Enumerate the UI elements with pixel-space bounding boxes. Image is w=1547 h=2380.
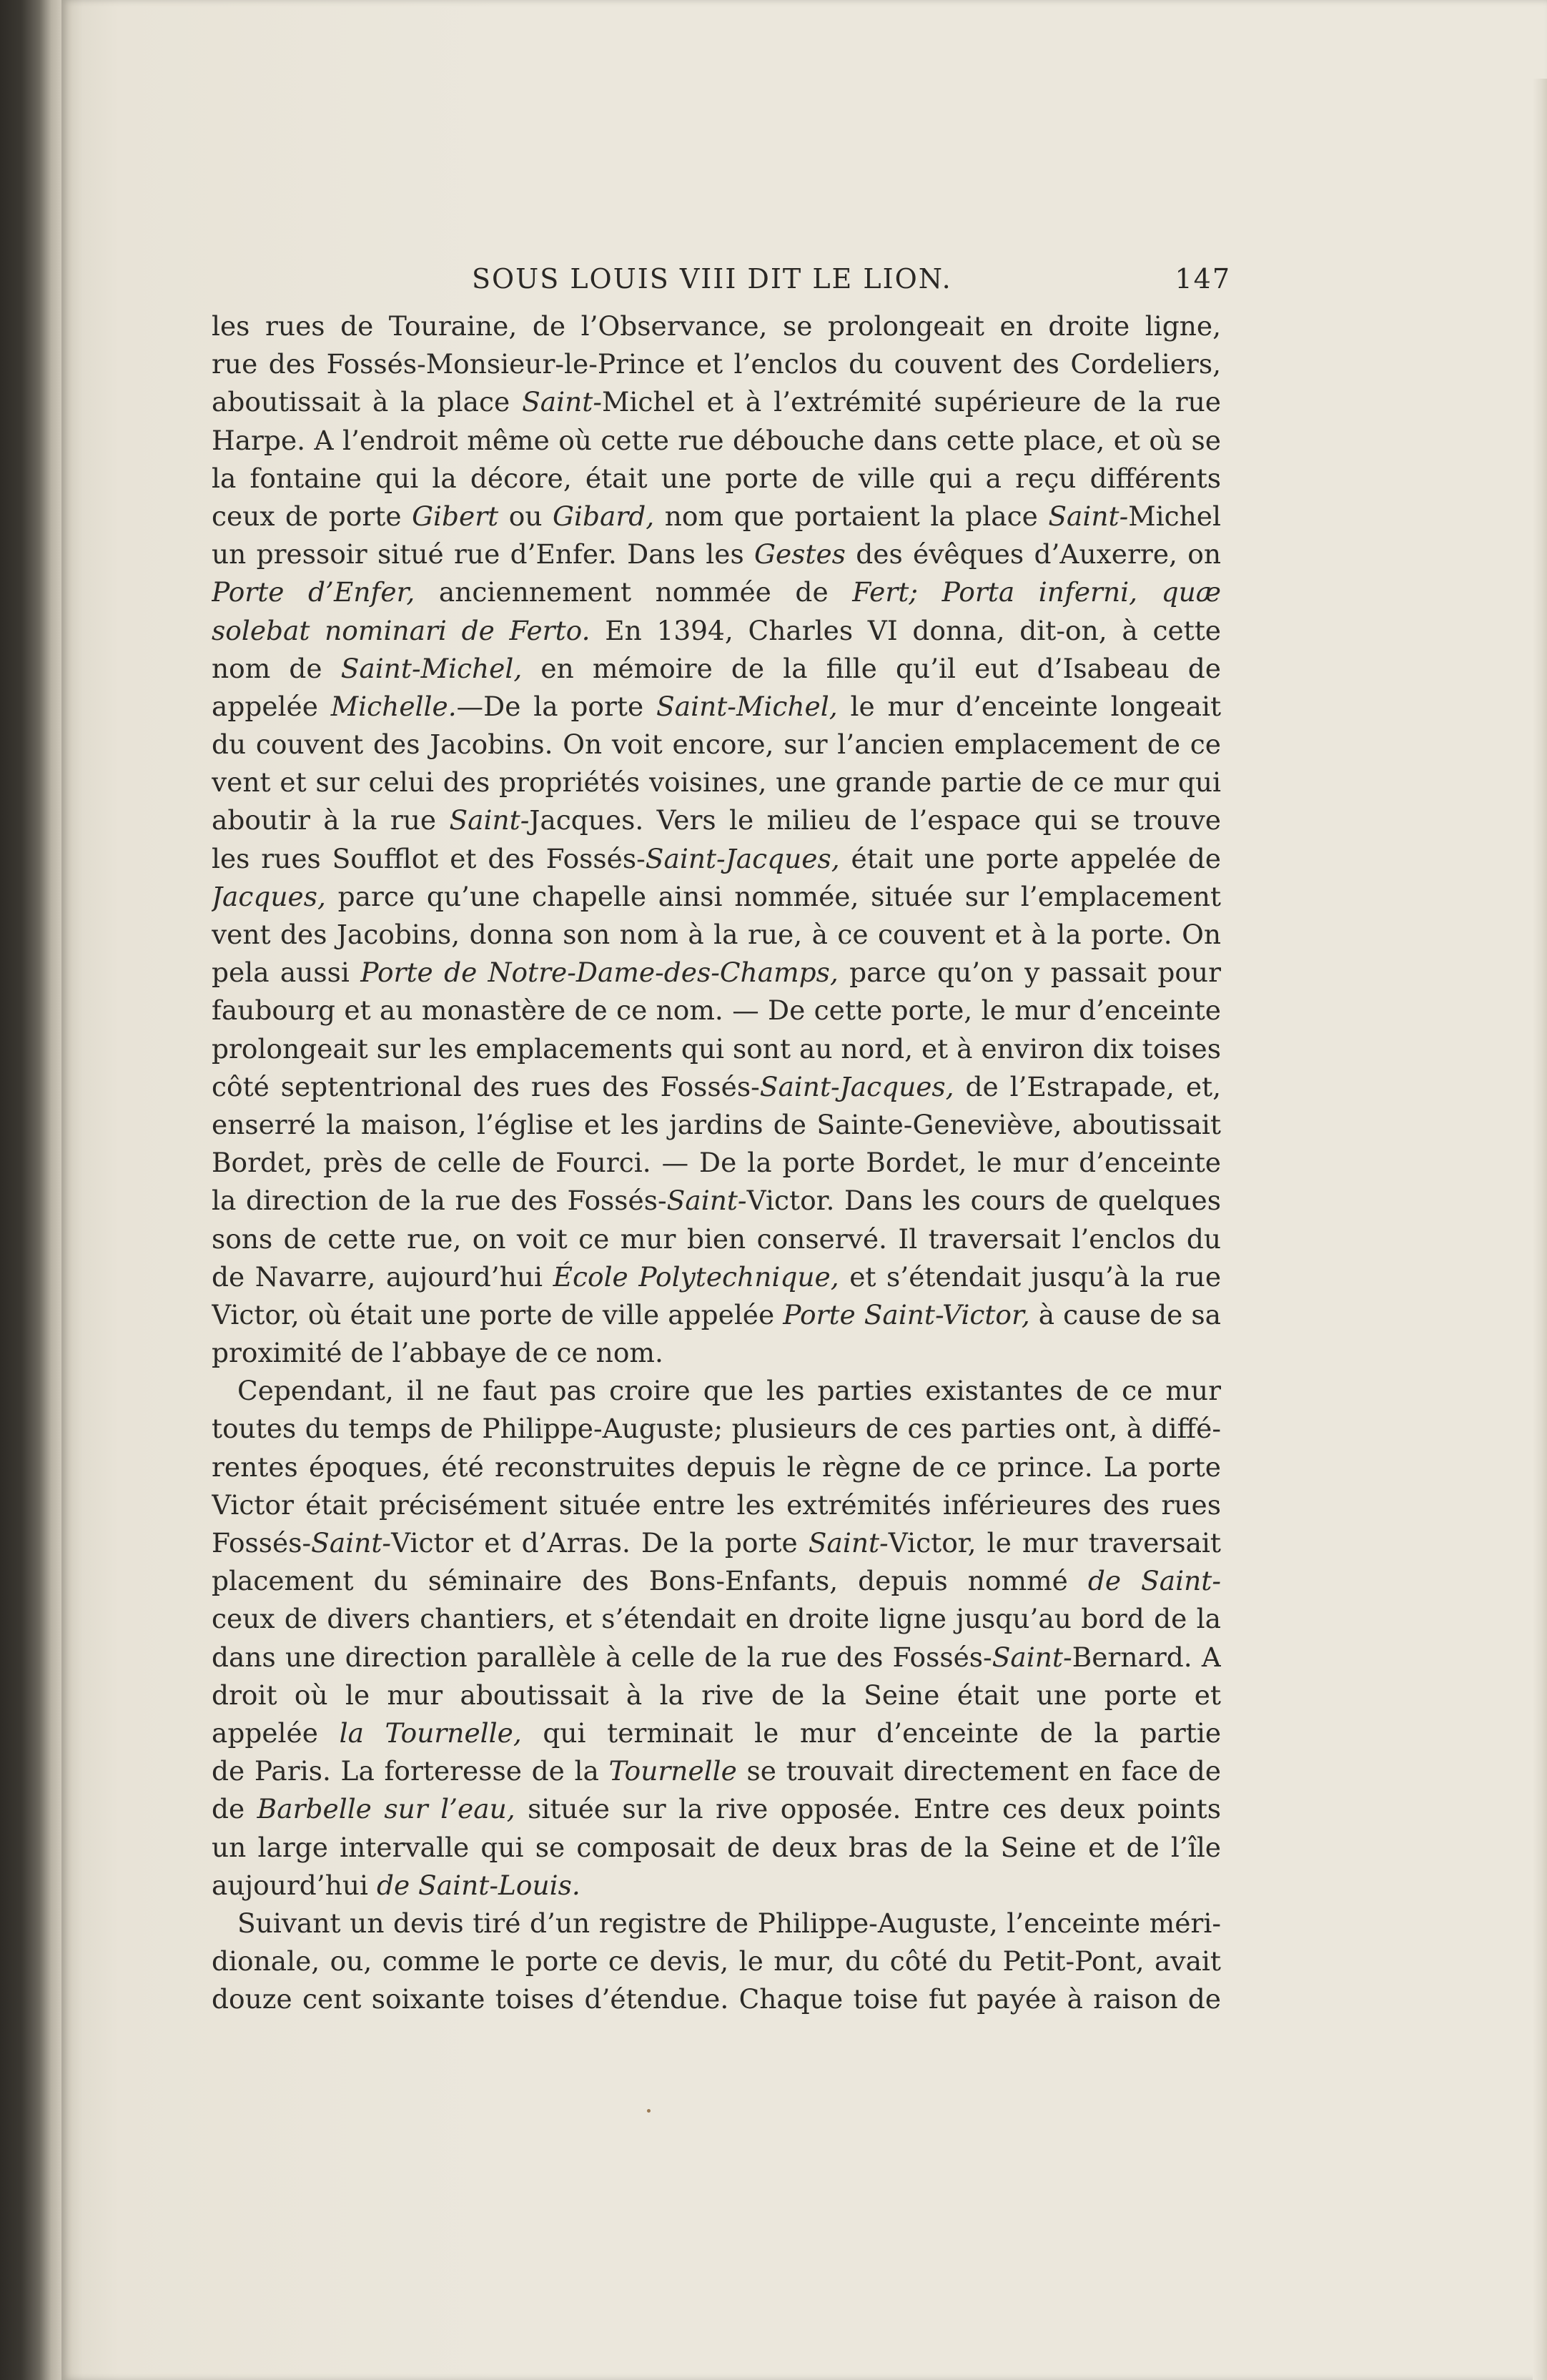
italic-phrase: Fert; <box>852 576 919 608</box>
text-line: proximité de l’abbaye de ce nom. <box>212 1337 663 1369</box>
text-line: placement du séminaire des Bons-Enfants, depuis nommé de Saint- <box>212 1562 1221 1600</box>
text-line: aboutir à la rue Saint-Jacques. Vers le milieu de l’espace qui se trouve <box>212 804 1221 836</box>
text-line: de Barbelle sur l’eau, située sur la rive opposée. Entre ces deux points <box>212 1793 1221 1825</box>
italic-phrase: Gestes <box>754 538 846 571</box>
text-line: rue des Fossés-Monsieur-le-Prince et l’enclos du couvent des Cordeliers, <box>212 348 1221 380</box>
italic-phrase: Saint- <box>759 1070 840 1102</box>
running-title: SOUS LOUIS VIII DIT LE LION. <box>472 263 952 295</box>
paper-speck <box>647 2109 651 2113</box>
text-line: Porte d’Enfer, anciennement nommée de Fert; Porta inferni, quæ <box>212 573 1221 611</box>
italic-phrase: la Tournelle, <box>339 1717 522 1749</box>
italic-phrase: Saint- <box>992 1641 1072 1673</box>
text-line: ceux de porte Gibert ou Gibard, nom que portaient la place Saint-Michel <box>212 500 1221 532</box>
italic-phrase: Michelle. <box>330 690 457 722</box>
text-line: appelée Michelle.—De la porte Saint-Michel, le mur d’enceinte longeait <box>212 690 1221 722</box>
text-line: dionale, ou, comme le porte ce devis, le mur, du côté du Petit-Pont, avait <box>212 1945 1221 1977</box>
italic-phrase: solebat nominari de Ferto. <box>212 614 590 646</box>
text-line: Suivant un devis tiré d’un registre de Philippe-Auguste, l’enceinte méri- <box>237 1907 1221 1939</box>
text-line: Jacques, parce qu’une chapelle ainsi nommée, située sur l’emplacement <box>212 880 1221 912</box>
text-line: de Paris. La forteresse de la Tournelle se trouvait directement en face de <box>212 1755 1221 1787</box>
text-line: droit où le mur aboutissait à la rive de la Seine était une porte et <box>212 1679 1221 1711</box>
text-line: Victor, où était une porte de ville appelée Porte Saint-Victor, à cause de sa <box>212 1298 1221 1330</box>
italic-phrase: Porte de Notre-Dame-des-Champs, <box>360 957 839 989</box>
text-line: de Navarre, aujourd’hui École Polytechnique, et s’étendait jusqu’à la rue <box>212 1260 1221 1293</box>
italic-phrase: Porta inferni, quæ <box>941 576 1221 608</box>
text-line: enserré la maison, l’église et les jardins de Sainte-Geneviève, aboutissait <box>212 1108 1221 1140</box>
page-number: 147 <box>1175 263 1231 295</box>
text-line: Cependant, il ne faut pas croire que les parties existantes de ce mur <box>237 1375 1221 1407</box>
italic-phrase: Saint- <box>808 1527 889 1559</box>
italic-phrase: de Saint- <box>1087 1565 1221 1597</box>
text-line: Victor était précisément située entre les extrémités inférieures des rues <box>212 1488 1221 1521</box>
italic-phrase: Tournelle <box>608 1755 737 1787</box>
italic-phrase: Saint- <box>666 1185 747 1217</box>
text-line: vent et sur celui des propriétés voisines, une grande partie de ce mur qui <box>212 766 1221 799</box>
italic-phrase: Saint-Michel, <box>656 690 838 722</box>
text-line: rentes époques, été reconstruites depuis le règne de ce prince. La porte <box>212 1451 1221 1483</box>
italic-phrase: Saint- <box>449 804 530 836</box>
italic-phrase: Jacques, <box>725 842 840 874</box>
italic-phrase: Saint- <box>645 842 726 874</box>
text-line: solebat nominari de Ferto. En 1394, Charles VI donna, dit-on, à cette <box>212 614 1221 646</box>
italic-phrase: Saint- <box>522 386 603 418</box>
text-line: la fontaine qui la décore, était une porte de ville qui a reçu différents <box>212 462 1221 494</box>
body-text <box>212 307 1221 2018</box>
text-line: sons de cette rue, on voit ce mur bien conservé. Il traversait l’enclos du <box>212 1223 1221 1255</box>
text-line: un large intervalle qui se composait de deux bras de la Seine et de l’île <box>212 1831 1221 1863</box>
italic-phrase: Porte d’Enfer, <box>212 576 415 608</box>
text-line: douze cent soixante toises d’étendue. Chaque toise fut payée à raison de <box>212 1983 1221 2015</box>
italic-phrase: Saint- <box>311 1527 392 1559</box>
text-line: ceux de divers chantiers, et s’étendait en droite ligne jusqu’au bord de la <box>212 1603 1221 1635</box>
text-line: aujourd’hui de Saint-Louis. <box>212 1869 580 1901</box>
italic-phrase: Porte Saint-Victor, <box>783 1298 1030 1330</box>
text-line: Harpe. A l’endroit même où cette rue débouche dans cette place, et où se <box>212 424 1221 456</box>
italic-phrase: de Saint-Louis. <box>376 1869 580 1901</box>
text-line: nom de Saint-Michel, en mémoire de la fille qu’il eut d’Isabeau de <box>212 652 1221 684</box>
text-line: pela aussi Porte de Notre-Dame-des-Champs, parce qu’on y passait pour <box>212 957 1221 989</box>
text-line: Bordet, près de celle de Fourci. — De la porte Bordet, le mur d’enceinte <box>212 1147 1221 1179</box>
text-line: côté septentrional des rues des Fossés-Saint-Jacques, de l’Estrapade, et, <box>212 1070 1221 1102</box>
text-line: du couvent des Jacobins. On voit encore, sur l’ancien emplacement de ce <box>212 729 1221 761</box>
text-line: prolongeait sur les emplacements qui sont au nord, et à environ dix toises <box>212 1032 1221 1065</box>
italic-phrase: Barbelle sur l’eau, <box>257 1793 515 1825</box>
text-line: les rues de Touraine, de l’Observance, se prolongeait en droite ligne, <box>212 310 1221 342</box>
italic-phrase: Jacques, <box>839 1070 954 1102</box>
text-line: faubourg et au monastère de ce nom. — De cette porte, le mur d’enceinte <box>212 994 1221 1027</box>
text-line: Fossés-Saint-Victor et d’Arras. De la porte Saint-Victor, le mur traversait <box>212 1527 1221 1559</box>
italic-phrase: Saint- <box>1048 500 1129 532</box>
text-line: les rues Soufflot et des Fossés-Saint-Jacques, était une porte appelée de <box>212 842 1221 874</box>
running-head <box>207 263 1231 299</box>
text-line: appelée la Tournelle, qui terminait le mur d’enceinte de la partie <box>212 1717 1221 1749</box>
italic-phrase: École Polytechnique, <box>553 1260 839 1293</box>
italic-phrase: Jacques, <box>212 880 326 912</box>
text-line: dans une direction parallèle à celle de la rue des Fossés-Saint-Bernard. A <box>212 1641 1221 1673</box>
page-right-edge <box>1533 79 1547 2380</box>
text-line: un pressoir situé rue d’Enfer. Dans les Gestes des évêques d’Auxerre, on <box>212 538 1221 571</box>
italic-phrase: Saint-Michel, <box>340 652 523 684</box>
facing-page-edge <box>0 0 64 2380</box>
italic-phrase: Gibard, <box>553 500 655 532</box>
text-line: la direction de la rue des Fossés-Saint-Victor. Dans les cours de quelques <box>212 1185 1221 1217</box>
text-line: aboutissait à la place Saint-Michel et à l’extrémité supérieure de la rue <box>212 386 1221 418</box>
text-line: vent des Jacobins, donna son nom à la rue, à ce couvent et à la porte. On <box>212 919 1221 950</box>
text-line: toutes du temps de Philippe-Auguste; plusieurs de ces parties ont, à diffé- <box>212 1413 1221 1445</box>
italic-phrase: Gibert <box>412 500 499 532</box>
